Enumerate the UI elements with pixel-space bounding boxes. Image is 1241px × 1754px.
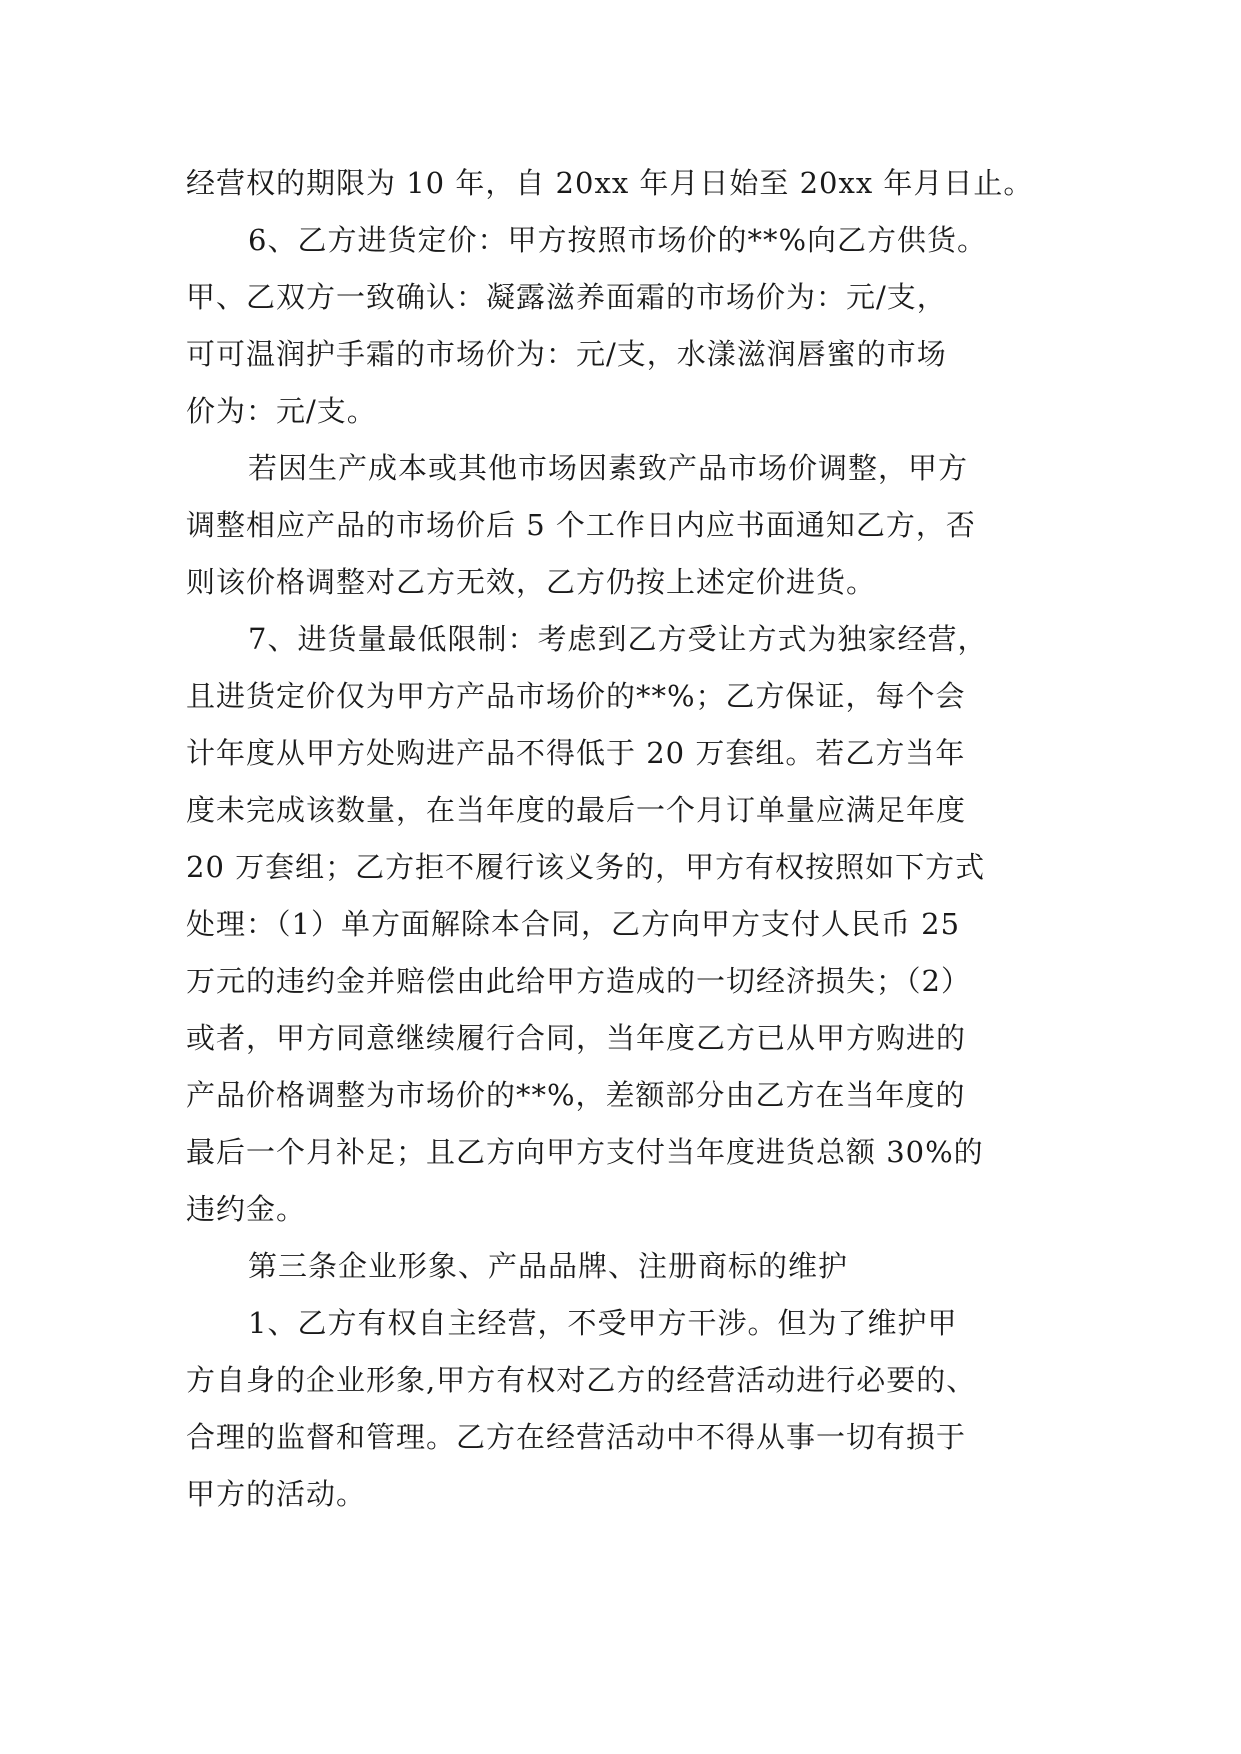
text-line-10: 且进货定价仅为甲方产品市场价的**%；乙方保证，每个会 [186,679,966,713]
text-line-6: 若因生产成本或其他市场因素致产品市场价调整，甲方 [248,451,969,485]
text-line-4: 可可温润护手霜的市场价为：元/支，水漾滋润唇蜜的市场 [186,337,947,371]
text-line-2: 6、乙方进货定价：甲方按照市场价的**%向乙方供货。 [248,223,988,257]
text-line-18: 最后一个月补足；且乙方向甲方支付当年度进货总额 30%的 [186,1135,984,1169]
text-line-17: 产品价格调整为市场价的**%，差额部分由乙方在当年度的 [186,1078,966,1112]
text-line-13: 20 万套组；乙方拒不履行该义务的，甲方有权按照如下方式 [186,850,986,884]
text-line-21: 1、乙方有权自主经营，不受甲方干涉。但为了维护甲 [248,1306,958,1340]
text-line-15: 万元的违约金并赔偿由此给甲方造成的一切经济损失；（2） [186,964,971,998]
text-line-12: 度未完成该数量，在当年度的最后一个月订单量应满足年度 [186,793,967,827]
section-heading-article-3: 第三条企业形象、产品品牌、注册商标的维护 [248,1249,849,1283]
text-line-23: 合理的监督和管理。乙方在经营活动中不得从事一切有损于 [186,1420,967,1454]
text-line-8: 则该价格调整对乙方无效，乙方仍按上述定价进货。 [186,565,877,599]
text-line-14: 处理：（1）单方面解除本合同，乙方向甲方支付人民币 25 [186,907,961,941]
text-line-9: 7、进货量最低限制：考虑到乙方受让方式为独家经营， [248,622,988,656]
text-line-16: 或者，甲方同意继续履行合同，当年度乙方已从甲方购进的 [186,1021,967,1055]
text-line-11: 计年度从甲方处购进产品不得低于 20 万套组。若乙方当年 [186,736,966,770]
document-body [186,155,1086,1523]
text-line-3: 甲、乙双方一致确认：凝露滋养面霜的市场价为：元/支， [186,280,947,314]
text-line-19: 违约金。 [186,1192,307,1226]
text-line-22: 方自身的企业形象,甲方有权对乙方的经营活动进行必要的、 [186,1363,977,1397]
text-line-7: 调整相应产品的市场价后 5 个工作日内应书面通知乙方，否 [186,508,976,542]
text-line-5: 价为：元/支。 [186,394,377,428]
text-line-24: 甲方的活动。 [186,1477,367,1511]
text-line-1: 经营权的期限为 10 年，自 20xx 年月日始至 20xx 年月日止。 [186,166,1034,200]
